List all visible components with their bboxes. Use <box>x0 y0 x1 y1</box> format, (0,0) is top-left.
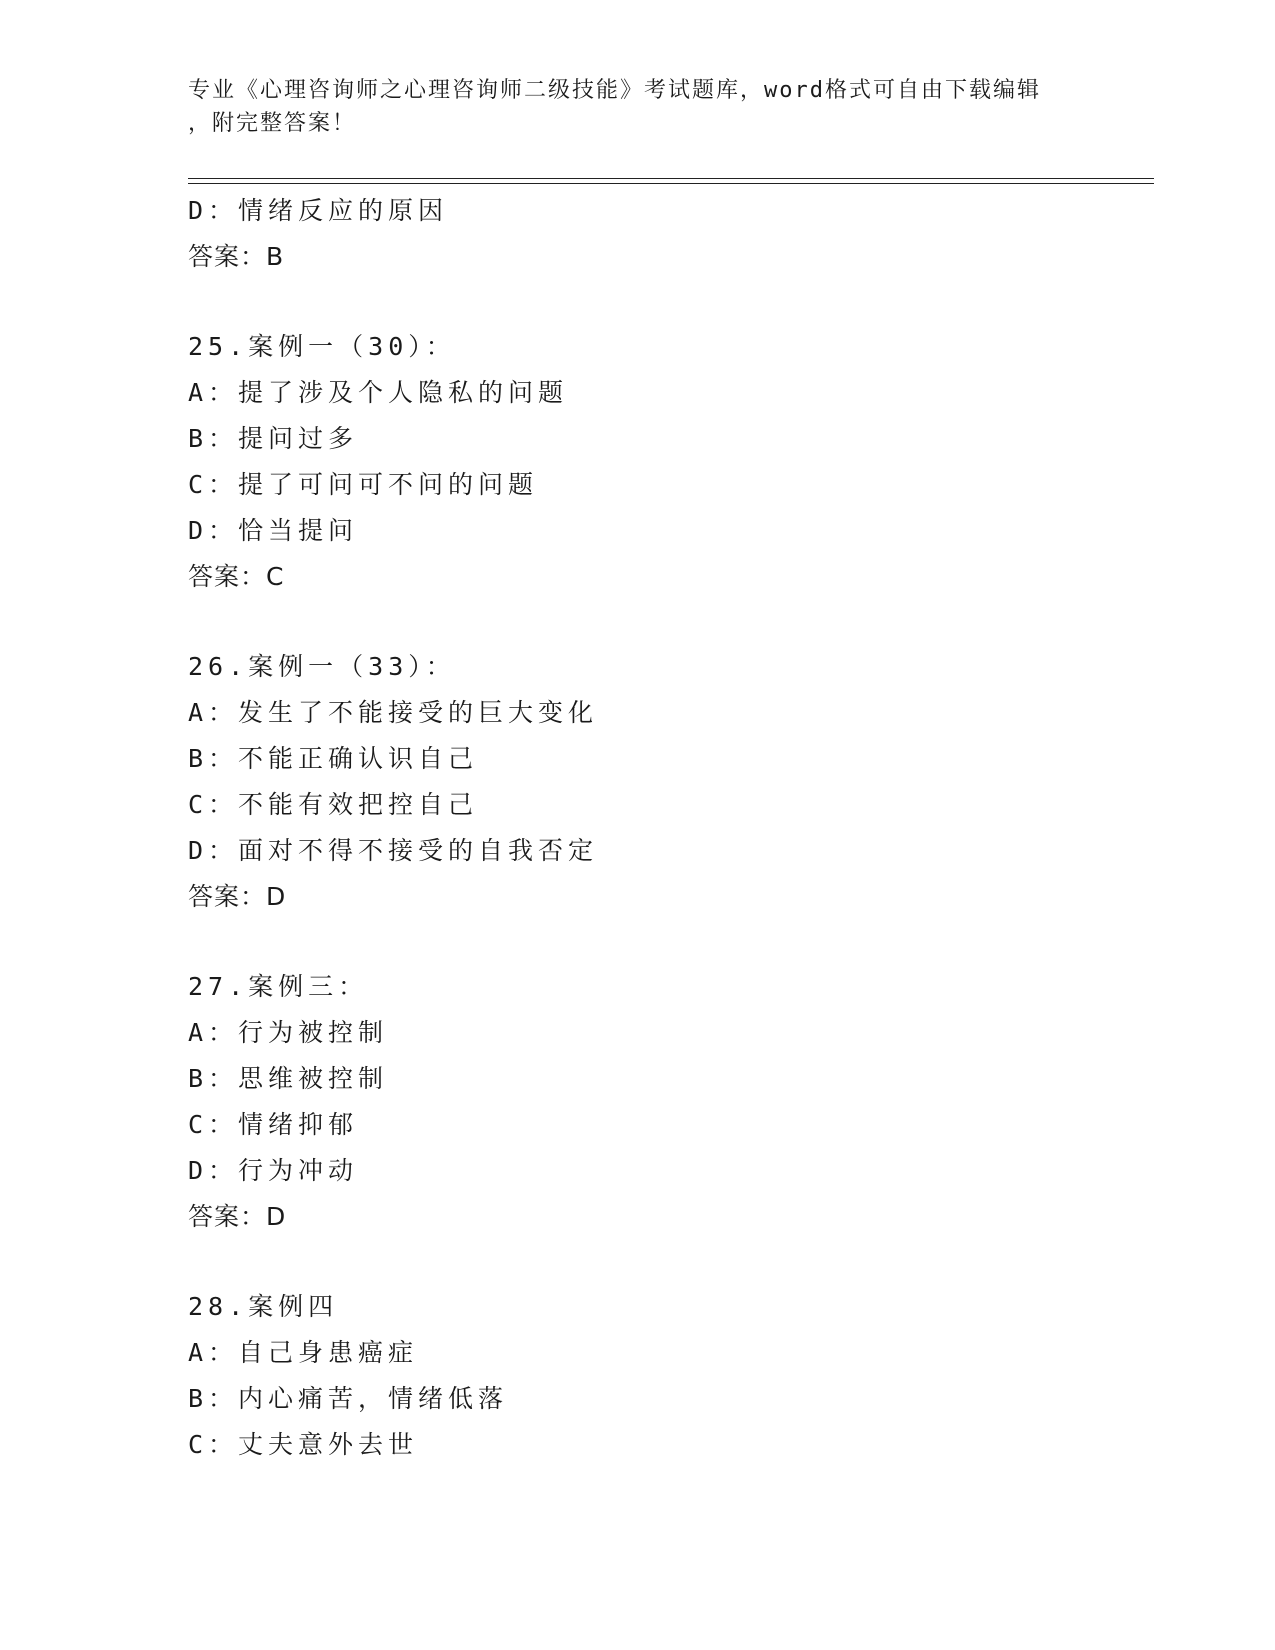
option-a: A：提了涉及个人隐私的问题 <box>188 378 569 407</box>
header-title-continuation: ，附完整答案！ <box>188 111 357 136</box>
header-title-line: 专业《心理咨询师之心理咨询师二级技能》考试题库，word格式可自由下载编辑 <box>188 78 1041 103</box>
option-a: A：自己身患癌症 <box>188 1338 419 1367</box>
option-d: D：行为冲动 <box>188 1156 359 1185</box>
option-d: D：面对不得不接受的自我否定 <box>188 836 599 865</box>
question-title: 25.案例一（30）： <box>188 332 456 361</box>
spacer <box>188 1240 1148 1284</box>
question-title: 26.案例一（33）： <box>188 652 456 681</box>
answer: 答案：D <box>188 882 287 911</box>
option-a: A：行为被控制 <box>188 1018 389 1047</box>
option-b: B：不能正确认识自己 <box>188 744 479 773</box>
prev-question-answer: 答案：B <box>188 242 285 271</box>
prev-question-option-d: D：情绪反应的原因 <box>188 196 449 225</box>
option-c: C：丈夫意外去世 <box>188 1430 419 1459</box>
option-d: D：恰当提问 <box>188 516 359 545</box>
option-c: C：不能有效把控自己 <box>188 790 479 819</box>
question-title: 28.案例四 <box>188 1292 339 1321</box>
header-divider-bottom <box>188 183 1154 184</box>
answer: 答案：D <box>188 1202 287 1231</box>
spacer <box>188 280 1148 324</box>
spacer <box>188 920 1148 964</box>
option-b: B：提问过多 <box>188 424 359 453</box>
spacer <box>188 600 1148 644</box>
header-divider-top <box>188 178 1154 179</box>
option-b: B：内心痛苦，情绪低落 <box>188 1384 509 1413</box>
option-c: C：提了可问可不问的问题 <box>188 470 539 499</box>
document-header <box>188 74 1088 140</box>
question-content <box>188 188 1148 1468</box>
option-c: C：情绪抑郁 <box>188 1110 359 1139</box>
answer: 答案：C <box>188 562 285 591</box>
question-title: 27.案例三： <box>188 972 369 1001</box>
option-a: A：发生了不能接受的巨大变化 <box>188 698 599 727</box>
option-b: B：思维被控制 <box>188 1064 389 1093</box>
